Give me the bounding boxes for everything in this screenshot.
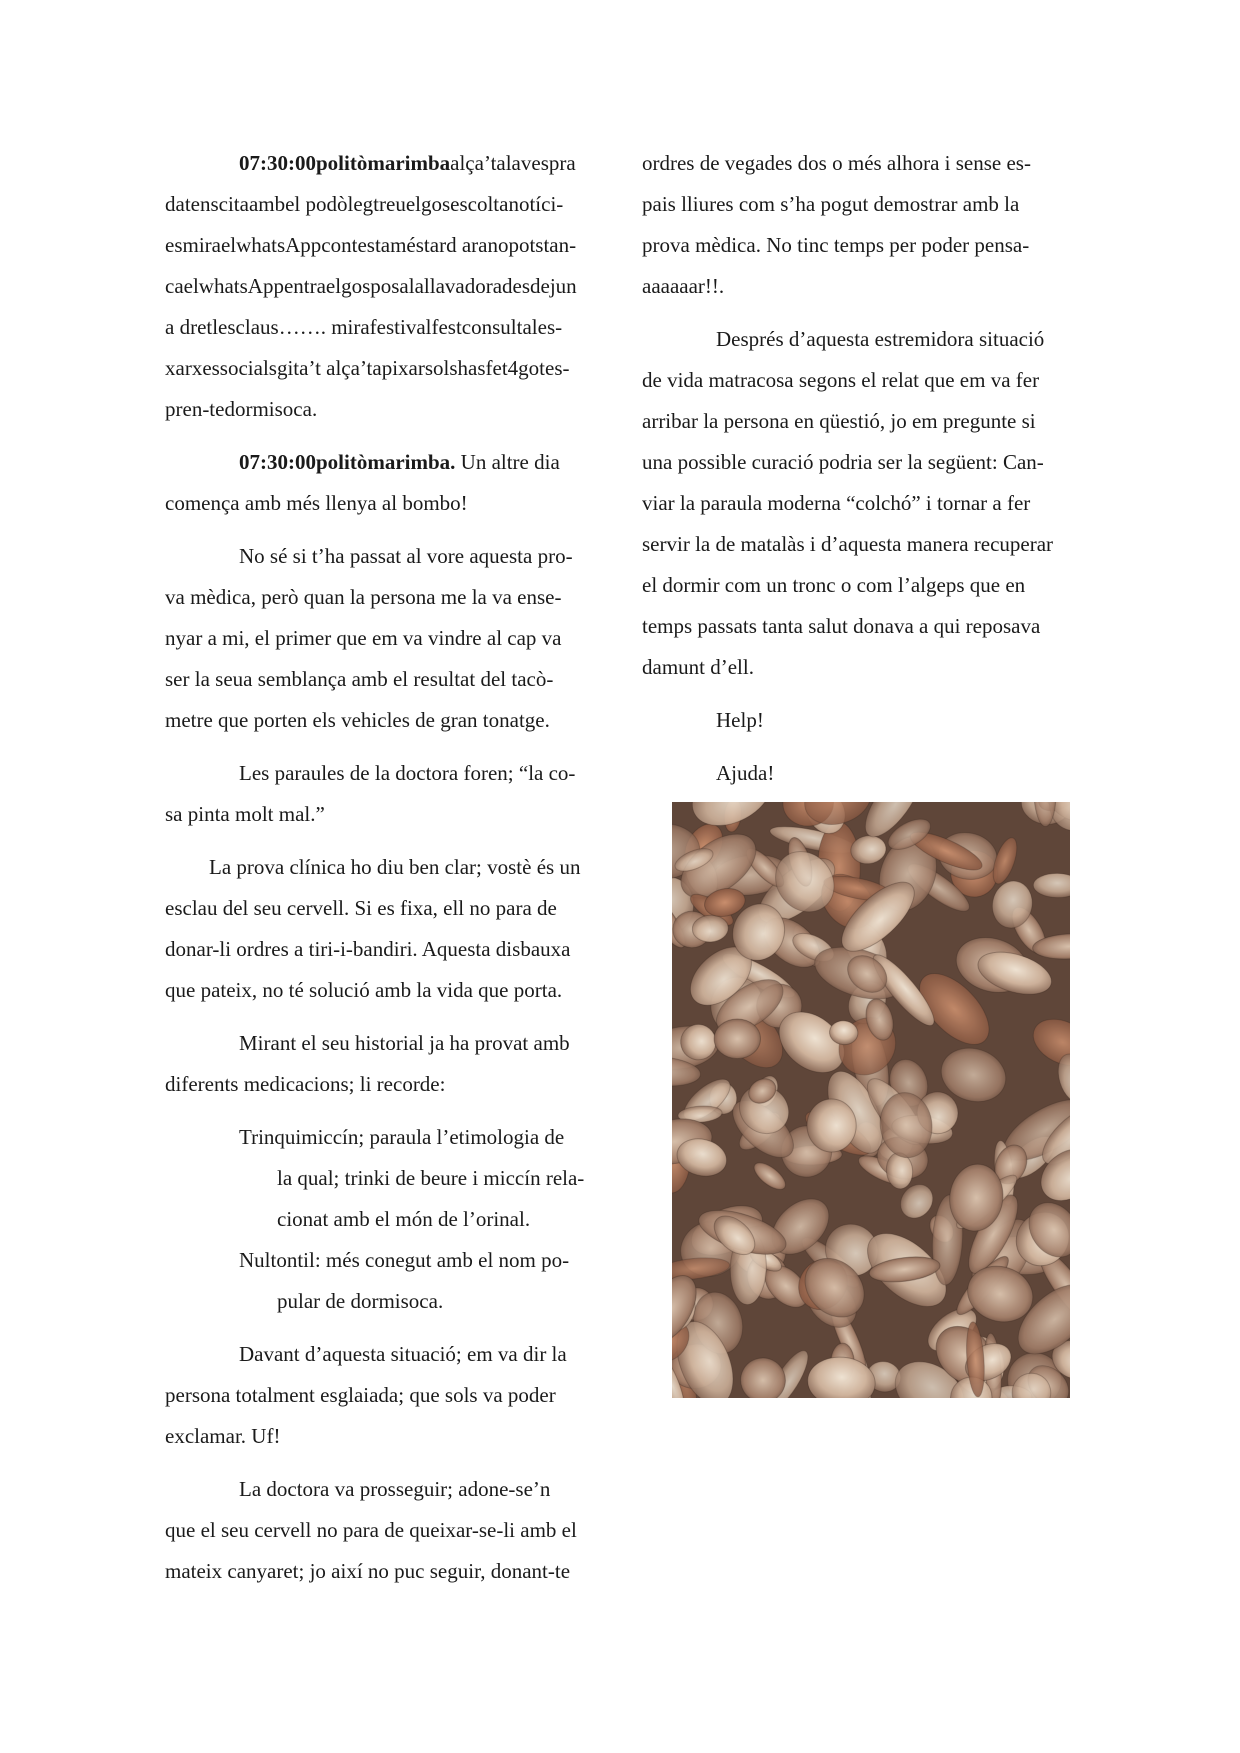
paragraph-help xyxy=(642,700,1097,741)
bold-timestamp: 07:30:00politòmarimba xyxy=(239,151,451,175)
list-item: Nultontil: més conegut amb el nom po- xyxy=(239,1248,570,1272)
wool-clump xyxy=(807,1099,856,1152)
text-line: arribar la persona en qüestió, jo em pregunte si xyxy=(642,409,1036,433)
text-line: nyar a mi, el primer que em va vindre al cap va xyxy=(165,626,562,650)
text-line: pren-tedormisoca. xyxy=(165,397,318,421)
text-line: que el seu cervell no para de queixar-se-li amb el xyxy=(165,1518,577,1542)
text-line: que pateix, no té solució amb la vida que porta. xyxy=(165,978,563,1002)
text-line: donar-li ordres a tiri-i-bandiri. Aquesta disbauxa xyxy=(165,937,571,961)
text-line: el dormir com un tronc o com l’algeps que en xyxy=(642,573,1026,597)
text-line: prova mèdica. No tinc temps per poder pensa- xyxy=(642,233,1030,257)
list-item-continuation: cionat amb el món de l’orinal. xyxy=(277,1207,531,1231)
text-line: persona totalment esglaiada; que sols va poder xyxy=(165,1383,556,1407)
raw-wool-photo-icon xyxy=(672,802,1070,1398)
text-line: metre que porten els vehicles de gran tonatge. xyxy=(165,708,550,732)
text-line: 07:30:00politòmarimba. Un altre dia xyxy=(239,450,560,474)
paragraph-doctor-words xyxy=(165,753,617,835)
text-line: Help! xyxy=(716,708,764,732)
text-line: sa pinta molt mal.” xyxy=(165,802,325,826)
text-line: viar la paraula moderna “colchó” i tornar a fer xyxy=(642,491,1031,515)
text-line: una possible curació podria ser la següent: Can- xyxy=(642,450,1044,474)
text-line: Ajuda! xyxy=(716,761,775,785)
text-line: pais lliures com s’ha pogut demostrar amb la xyxy=(642,192,1020,216)
paragraph-cure xyxy=(642,319,1097,688)
text-line: temps passats tanta salut donava a qui reposava xyxy=(642,614,1041,638)
text-line: xarxessocialsgita’t alça’tapixarsolshasfet4gotes- xyxy=(165,356,570,380)
text-line: damunt d’ell. xyxy=(642,655,754,679)
text-line: Mirant el seu historial ja ha provat amb xyxy=(239,1031,570,1055)
text-line: Després d’aquesta estremidora situació xyxy=(716,327,1045,351)
text-line: de vida matracosa segons el relat que em va fer xyxy=(642,368,1040,392)
text-line: Davant d’aquesta situació; em va dir la xyxy=(239,1342,567,1366)
text-line: Les paraules de la doctora foren; “la co- xyxy=(239,761,576,785)
paragraph-orders xyxy=(642,143,1097,307)
paragraph-schedule xyxy=(165,143,617,430)
text-line: diferents medicacions; li recorde: xyxy=(165,1072,446,1096)
text-line: No sé si t’ha passat al vore aquesta pro- xyxy=(239,544,573,568)
paragraph-situation xyxy=(165,1334,617,1457)
text-line: datenscitaambel podòlegtreuelgosescoltanotíci- xyxy=(165,192,564,216)
text-line: ser la seua semblança amb el resultat del tacò- xyxy=(165,667,554,691)
text-line: La prova clínica ho diu ben clar; vostè és un xyxy=(209,855,581,879)
medication-list xyxy=(165,1117,617,1322)
bold-timestamp: 07:30:00politòmarimba. xyxy=(239,450,456,474)
text-line: va mèdica, però quan la persona me la va ense- xyxy=(165,585,562,609)
text-line: 07:30:00politòmarimbaalça’talavespra xyxy=(239,151,576,175)
wool-clump xyxy=(714,1019,760,1059)
left-column xyxy=(165,143,617,1592)
list-item-continuation: la qual; trinki de beure i miccín rela- xyxy=(277,1166,585,1190)
text-line: a dretlesclaus……. mirafestivalfestconsultales- xyxy=(165,315,563,339)
text-line: aaaaaar!!. xyxy=(642,274,725,298)
paragraph-ajuda xyxy=(642,753,1097,794)
list-item: Trinquimiccín; paraula l’etimologia de xyxy=(239,1125,565,1149)
paragraph-another-day xyxy=(165,442,617,524)
paragraph-clinical-test xyxy=(165,847,617,1011)
text-line: exclamar. Uf! xyxy=(165,1424,281,1448)
text-line: mateix canyaret; jo així no puc seguir, donant-te xyxy=(165,1559,571,1583)
text-line: caelwhatsAppentraelgosposalallavadoradesdejun xyxy=(165,274,577,298)
text-line: esmiraelwhatsAppcontestaméstard aranopotstan- xyxy=(165,233,577,257)
paragraph-medical-test xyxy=(165,536,617,741)
text-line: esclau del seu cervell. Si es fixa, ell no para de xyxy=(165,896,557,920)
paragraph-history xyxy=(165,1023,617,1105)
text-line: ordres de vegades dos o més alhora i sense es- xyxy=(642,151,1031,175)
paragraph-doctor-continued xyxy=(165,1469,617,1592)
list-item-continuation: pular de dormisoca. xyxy=(277,1289,444,1313)
text-line: La doctora va prosseguir; adone-se’n xyxy=(239,1477,551,1501)
right-column xyxy=(642,143,1097,794)
text-line: servir la de matalàs i d’aquesta manera recuperar xyxy=(642,532,1054,556)
text-line: comença amb més llenya al bombo! xyxy=(165,491,468,515)
